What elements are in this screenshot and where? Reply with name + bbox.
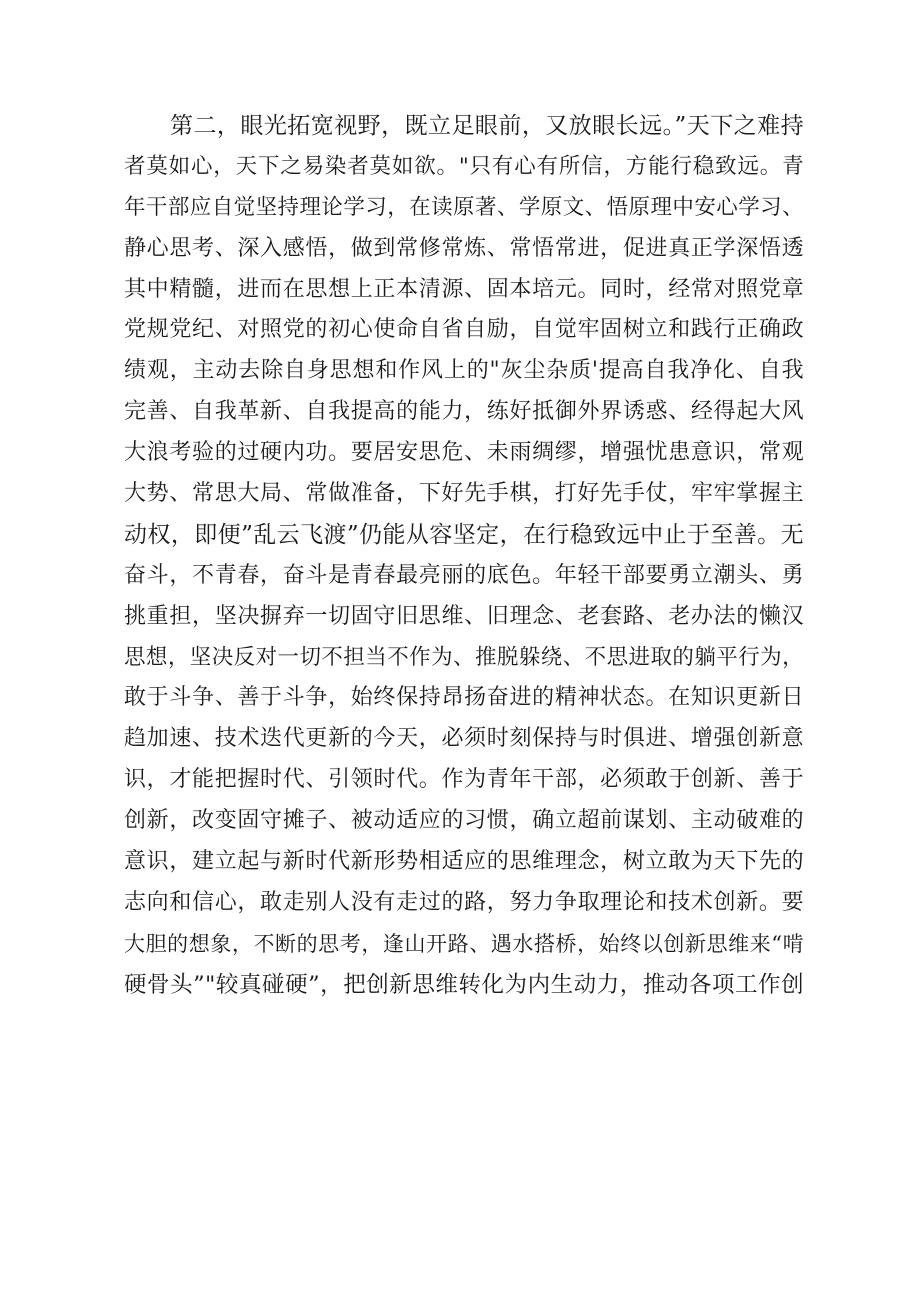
text-line: 年干部应自觉坚持理论学习，在读原著、学原文、悟原理中安心学习、 <box>124 194 804 220</box>
text-line: 创新，改变固守摊子、被动适应的习惯，确立超前谋划、主动破难的 <box>124 808 804 834</box>
text-line: 绩观，主动去除自身思想和作风上的"灰尘杂质'提高自我净化、自我 <box>124 358 804 384</box>
text-line: 奋斗，不青春，奋斗是青春最亮丽的底色。年轻干部要勇立潮头、勇 <box>124 562 804 588</box>
body-paragraph <box>124 106 804 1006</box>
text-line: 动权，即便”乱云飞渡”仍能从容坚定，在行稳致远中止于至善。无 <box>124 521 804 548</box>
text-line: 者莫如心，天下之易染者莫如欲。"只有心有所信，方能行稳致远。青 <box>124 153 804 179</box>
text-line: 大势、常思大局、常做准备，下好先手棋，打好先手仗，牢牢掌握主 <box>124 481 804 507</box>
text-line: 识，才能把握时代、引领时代。作为青年干部，必须敢于创新、善于 <box>124 767 804 793</box>
text-line: 大胆的想象，不断的思考，逢山开路、遇水搭桥，始终以创新思维来“啃 <box>124 931 804 956</box>
text-line: 敢于斗争、善于斗争，始终保持昂扬奋进的精神状态。在知识更新日 <box>124 685 804 711</box>
text-line: 志向和信心，敢走别人没有走过的路，努力争取理论和技术创新。要 <box>124 889 804 915</box>
text-line: 思想，坚决反对一切不担当不作为、推脱躲绕、不思进取的躺平行为， <box>124 644 804 670</box>
text-line: 其中精髓，进而在思想上正本清源、固本培元。同时，经常对照党章 <box>124 276 804 302</box>
text-line: 完善、自我革新、自我提高的能力，练好抵御外界诱惑、经得起大风 <box>124 399 804 425</box>
text-line: 大浪考验的过硬内功。要居安思危、未雨绸缪，增强忧患意识，常观 <box>124 440 804 466</box>
text-line: 硬骨头”"较真碰硬”，把创新思维转化为内生动力，推动各项工作创 <box>124 971 804 998</box>
text-line: 意识，建立起与新时代新形势相适应的思维理念，树立敢为天下先的 <box>124 849 804 875</box>
text-line: 静心思考、深入感悟，做到常修常炼、常悟常进，促进真正学深悟透 <box>124 235 804 261</box>
text-line: 第二，眼光拓宽视野，既立足眼前，又放眼长远。”天下之难持 <box>170 113 804 139</box>
text-line: 趋加速、技术迭代更新的今天，必须时刻保持与时俱进、增强创新意 <box>124 726 804 752</box>
text-line: 挑重担，坚决摒弃一切固守旧思维、旧理念、老套路、老办法的懒汉 <box>124 603 804 629</box>
text-line: 党规党纪、对照党的初心使命自省自励，自觉牢固树立和践行正确政 <box>124 317 804 343</box>
